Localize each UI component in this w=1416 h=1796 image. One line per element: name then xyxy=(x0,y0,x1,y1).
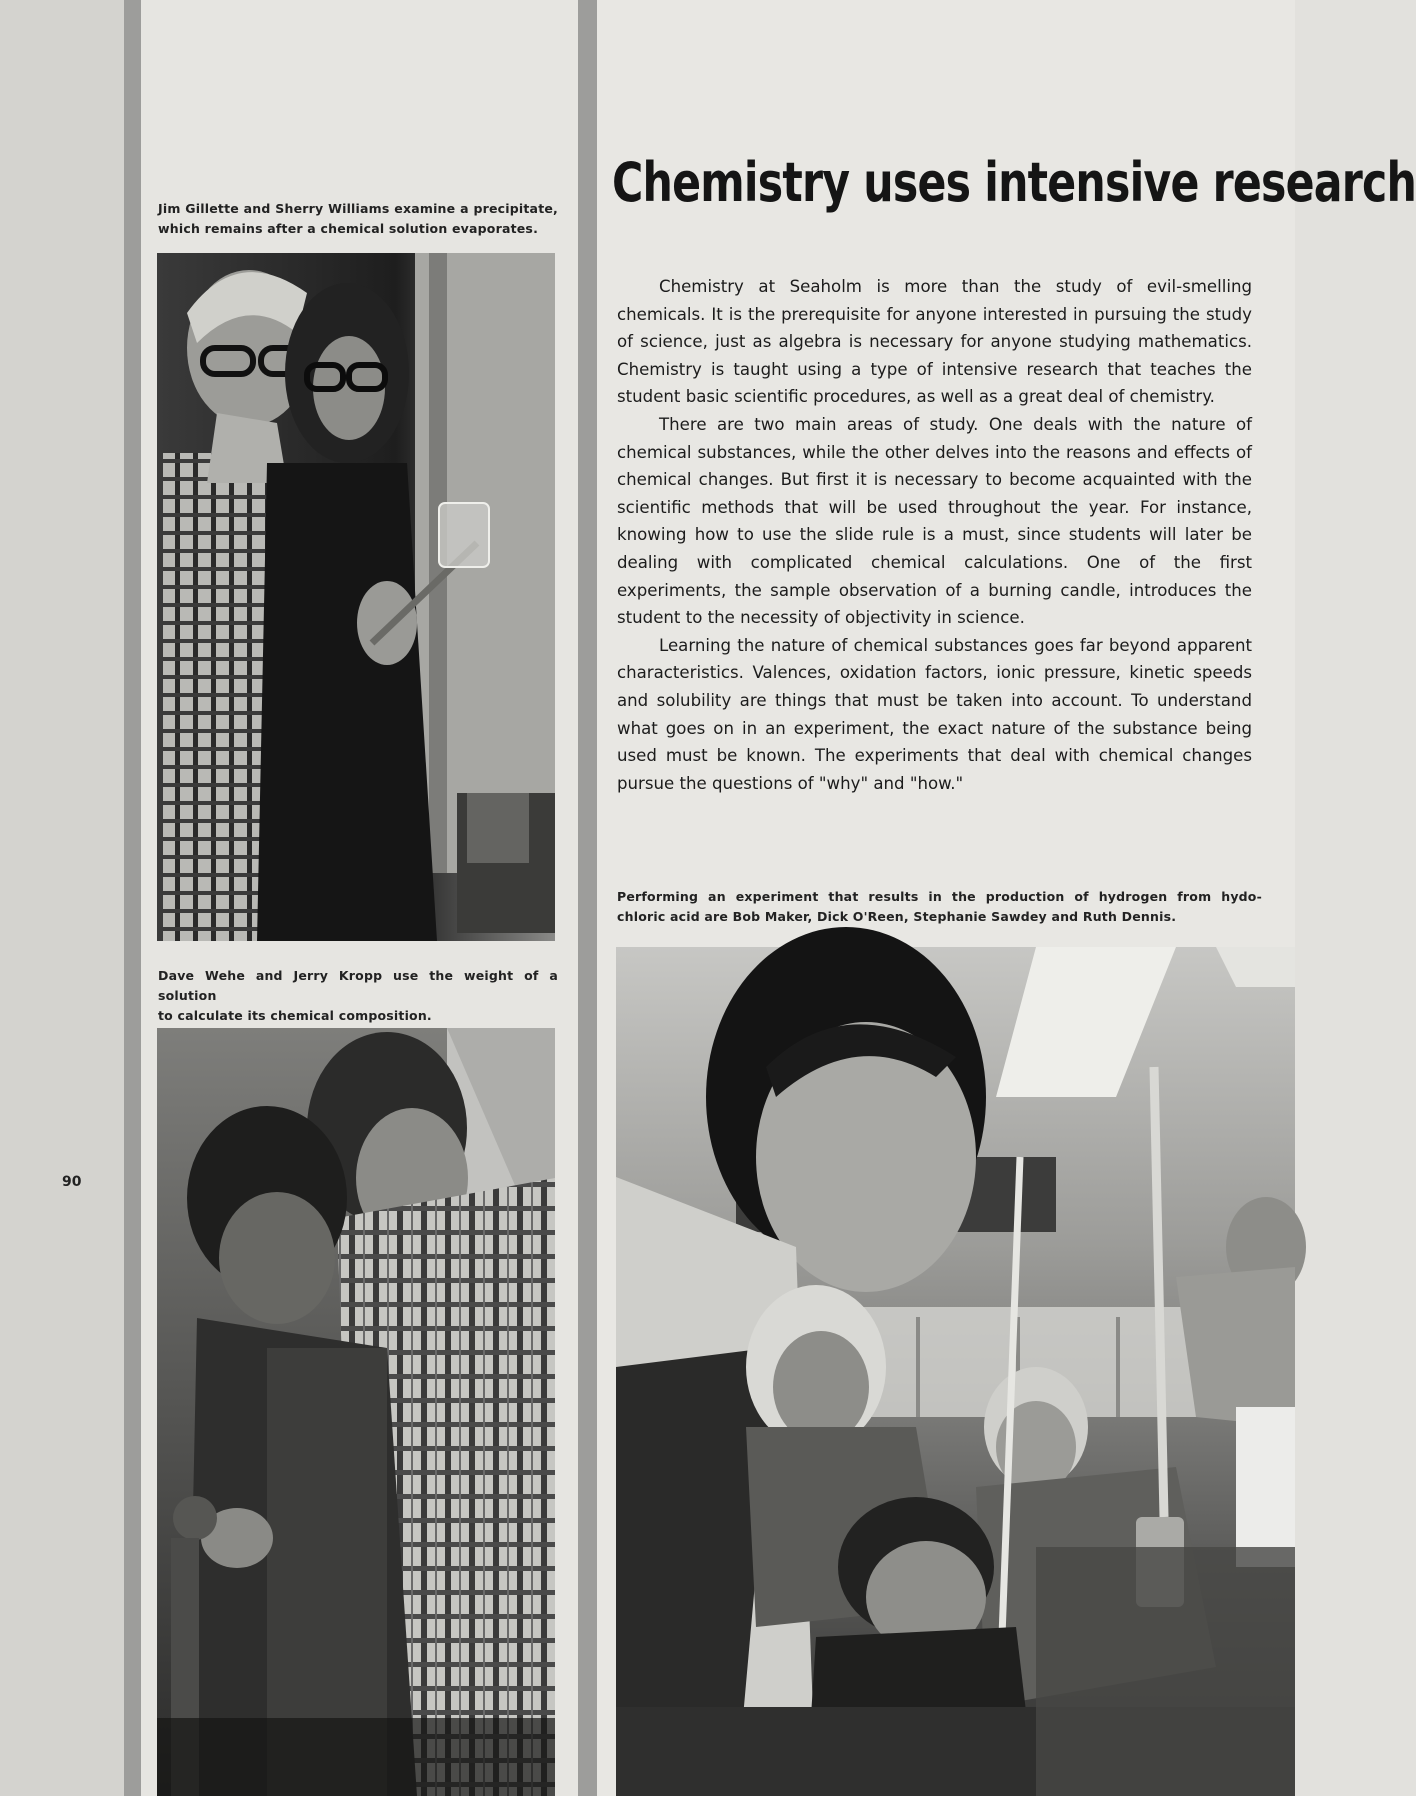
paragraph: Learning the nature of chemical substances goes far beyond apparent characteristics. Valences, oxidation factors, ionic pressure, kinetic speeds and solubility are things that must be taken into account. To understand what goes on in an experiment, the exact nature of the substance being used must be known. The experiments that deal with chemical changes pursue the questions of "why" and "how." xyxy=(617,635,1252,793)
caption-line: Dave Wehe and Jerry Kropp use the weight of a solution xyxy=(158,968,558,1003)
page-title: Chemistry uses intensive research xyxy=(612,151,1416,214)
photo-students-weighing xyxy=(157,1028,555,1796)
photo-students-precipitate xyxy=(157,253,555,941)
paragraph: Chemistry at Seaholm is more than the study of evil-smelling chemicals. It is the prerequisite for anyone interested in pursuing the study of science, just as algebra is necessary for anyone studying mathematics. Chemistry is taught using a type of intensive research that teaches the student basic scientific procedures, as well as a great deal of chemistry. xyxy=(617,277,1252,407)
left-page-margin xyxy=(0,0,124,1796)
article-body xyxy=(617,273,1252,797)
caption-line: Performing an experiment that results in the production of hydrogen from hydo- xyxy=(617,889,1262,904)
paragraph: There are two main areas of study. One deals with the nature of chemical substances, while the other delves into the reasons and effects of chemical changes. But first it is necessary to become acquainted with the scientific methods that will be used throughout the year. For instance, knowing how to use the slide rule is a must, since students will later be dealing with complicated chemical calculations. One of the first experiments, the sample observation of a burning candle, introduces the student to the necessity of objectivity in science. xyxy=(617,414,1252,628)
caption-line: which remains after a chemical solution evaporates. xyxy=(158,221,539,236)
left-gutter-bar xyxy=(124,0,141,1796)
photo-hydrogen-experiment xyxy=(616,947,1295,1796)
center-gutter-bar xyxy=(578,0,597,1796)
caption-line: chloric acid are Bob Maker, Dick O'Reen, Stephanie Sawdey and Ruth Dennis. xyxy=(617,909,1177,924)
page-number: 90 xyxy=(62,1174,82,1190)
caption-line: to calculate its chemical composition. xyxy=(158,1008,432,1023)
caption-photo-3 xyxy=(617,887,1262,927)
caption-photo-2 xyxy=(158,966,558,1026)
caption-photo-1 xyxy=(158,199,558,239)
caption-line: Jim Gillette and Sherry Williams examine a precipitate, xyxy=(158,201,558,216)
